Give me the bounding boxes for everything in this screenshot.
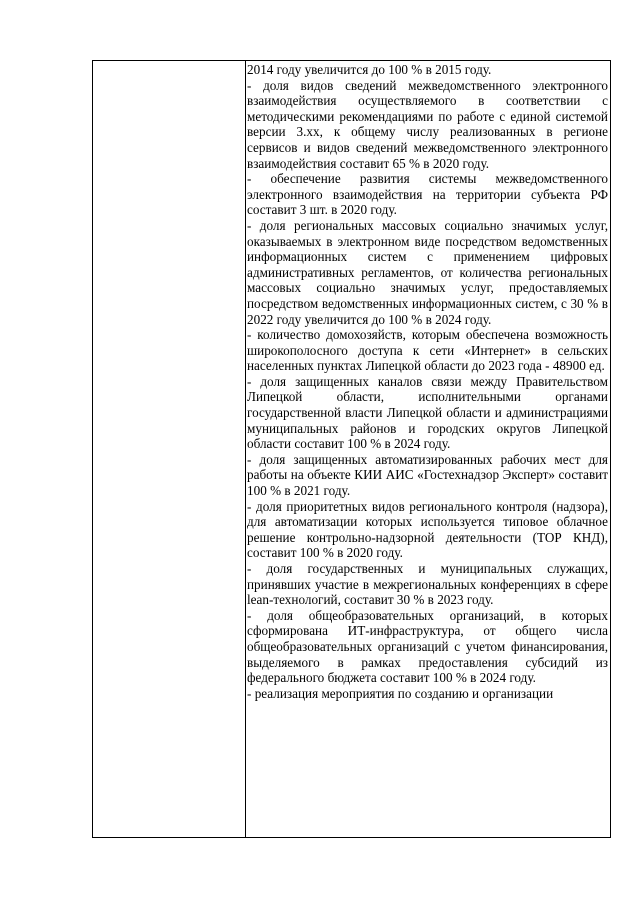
paragraph-2: - обеспечение развития системы межведомственного электронного взаимодействия на территории субъекта РФ составит 3 шт. в 2020 году. [247, 171, 608, 218]
document-table [92, 60, 611, 838]
paragraph-8: - доля государственных и муниципальных служащих, принявших участие в межрегиональных конференциях в сфере lean-технологий, составит 30 % в 2023 году. [247, 561, 608, 608]
paragraph-7: - доля приоритетных видов регионального контроля (надзора), для автоматизации которых используется типовое облачное решение контрольно-надзорной деятельности (ТОР КНД), составит 100 % в 2020 году. [247, 498, 608, 561]
paragraph-1: - доля видов сведений межведомственного электронного взаимодействия осуществляемого в соответствии с методическими рекомендациями по работе с единой системой версии 3.хх, к общему числу реализованных в регионе сервисов и видов сведений межведомственного электронного взаимодействия составит 65 % в 2020 году. [247, 77, 608, 171]
paragraph-5: - доля защищенных каналов связи между Правительством Липецкой области, исполнительными органами государственной власти Липецкой области и администрациями муниципальных районов и городских округов Липецкой области составит 100 % в 2024 году. [247, 373, 608, 452]
table-cell-content [247, 62, 608, 837]
paragraph-10: - реализация мероприятия по созданию и организации [247, 685, 554, 701]
column-divider [245, 61, 246, 837]
paragraph-0: 2014 году увеличится до 100 % в 2015 году. [247, 62, 492, 77]
paragraph-6: - доля защищенных автоматизированных рабочих мест для работы на объекте КИИ АИС «Гостехнадзор Эксперт» составит 100 % в 2021 году. [247, 451, 608, 499]
paragraph-3: - доля региональных массовых социально значимых услуг, оказываемых в электронном виде посредством ведомственных информационных систем с применением цифровых административных регламентов, от количества региональных массовых социально значимых услуг, предоставляемых посредством ведомственных информационных систем, с 30 % в 2022 году увеличится до 100 % в 2024 году. [247, 217, 608, 327]
paragraph-9: - доля общеобразовательных организаций, в которых сформирована ИТ-инфраструктура, от общего числа общеобразовательных организаций с учетом финансирования, выделяемого в рамках предоставления субсидий из федерального бюджета составит 100 % в 2024 году. [247, 607, 608, 686]
paragraph-4: - количество домохозяйств, которым обеспечена возможность широкополосного доступа к сети «Интернет» в сельских населенных пунктах Липецкой области до 2023 года - 48900 ед. [247, 327, 608, 374]
